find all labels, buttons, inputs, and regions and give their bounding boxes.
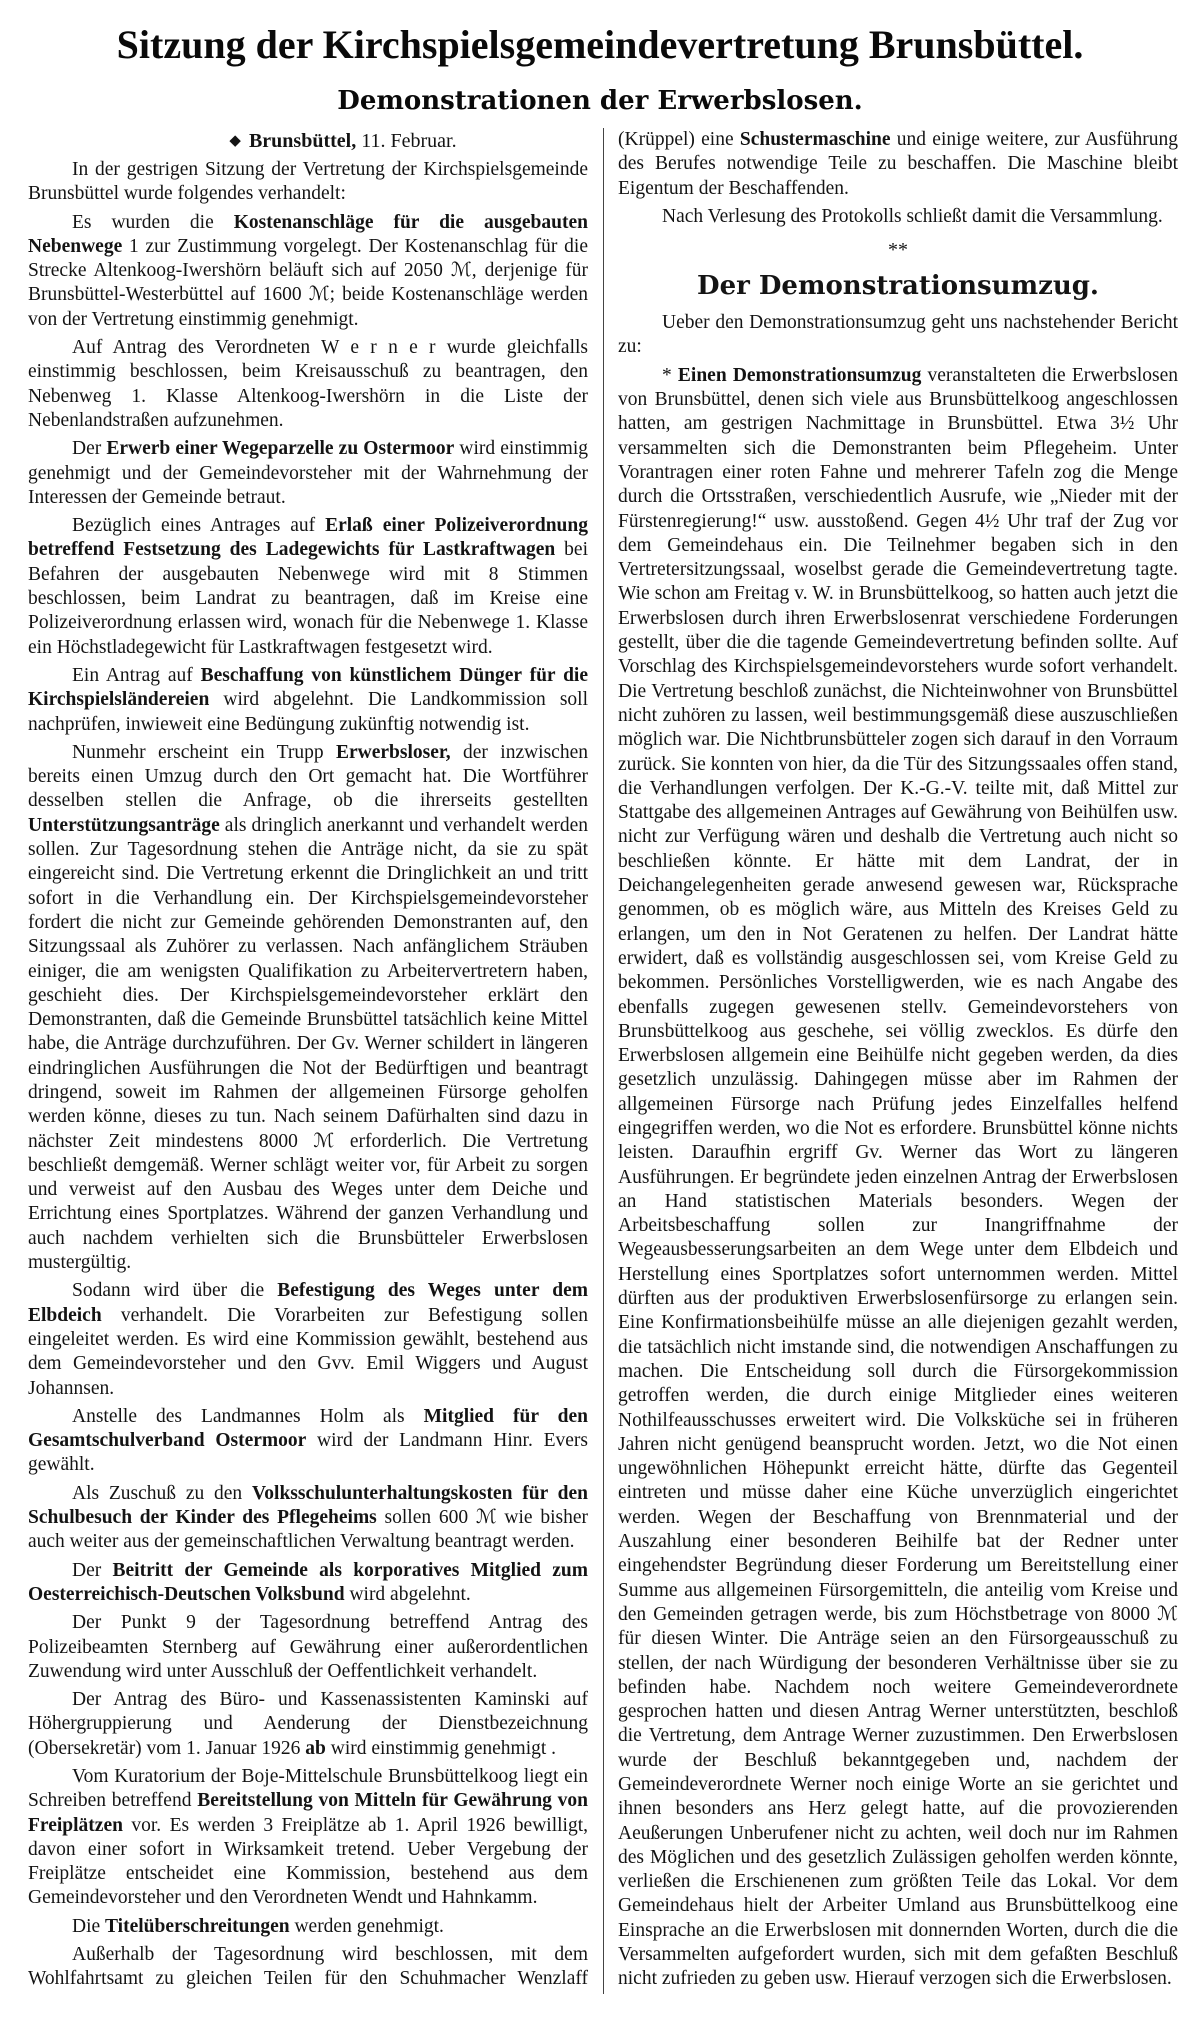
bold-text-run: Befestigung des Weges unter dem Elbdeich	[28, 1280, 588, 1326]
text-run: In der gestrigen Sitzung der Vertretung der Kirchspielsgemeinde Brunsbüttel wurde folgendes verhandelt:	[28, 159, 588, 205]
text-run: Auf Antrag des Verordneten W e r n e r wurde gleichfalls einstimmig beschlossen, beim Kreisausschuß zu beantragen, den Nebenweg 1. Klasse Altenkoog-Iwershörn in die Liste der Nebenlandstraßen aufzunehmen.	[28, 337, 588, 431]
paragraph	[28, 1765, 588, 1911]
paragraph	[28, 664, 588, 737]
text-run: Der	[72, 1559, 113, 1581]
bold-text-run: Volksschulunterhaltungskosten für den Schulbesuch der Kinder des Pflegeheims	[28, 1482, 589, 1529]
text-run: werden genehmigt.	[289, 1915, 444, 1937]
bold-text-run: Titelüberschreitungen	[105, 1915, 290, 1937]
text-run: und einige weitere, zur Ausführung des Berufes notwendige Teile zu beschaffen. Die Maschine bleibt Eigentum der Beschaffenden.	[618, 129, 1178, 199]
bold-text-run: Bereitstellung von Mitteln für Gewährung von Freiplätzen	[28, 1790, 589, 1836]
text-run: *	[662, 364, 678, 386]
text-run: wird einstimmig genehmigt und der Gemeindevorsteher mit der Wahrnehmung der Interessen der Gemeinde betraut.	[28, 438, 589, 508]
text-run: Anstelle des Landmannes Holm als	[72, 1405, 424, 1427]
subheadline: Demonstrationen der Erwerbslosen.	[337, 86, 863, 116]
paragraph	[28, 158, 588, 207]
text-run: Der Punkt 9 der Tagesordnung betreffend Antrag des Polizeibeamten Sternberg auf Gewährung einer außerordentlichen Zuwendung wird unter Ausschluß der Oeffentlichkeit verhandelt.	[28, 1612, 588, 1682]
text-run: Als Zuschuß zu den	[72, 1482, 252, 1504]
bold-text-run: Erwerbsloser,	[335, 741, 451, 763]
paragraph	[28, 437, 588, 510]
dateline-date: 11. Februar.	[361, 130, 457, 152]
demonstration-heading: Der Demonstrationsumzug.	[697, 271, 1099, 302]
text-run: wird abgelehnt. Die Landkommission soll nachprüfen, inwieweit eine Bedüngung zukünftig notwendig ist.	[28, 689, 588, 735]
paragraph	[28, 741, 588, 1276]
paragraph	[618, 364, 1178, 1992]
text-run: verhandelt. Die Vorarbeiten zur Befestigung sollen eingeleitet werden. Es wird eine Kommission gewählt, bestehend aus dem Gemeindevorsteher und den Gvv. Emil Wiggers und August Johannsen.	[28, 1304, 588, 1399]
bold-text-run: Beschaffung von künstlichem Dünger für die Kirchspielsländereien	[28, 664, 588, 711]
subheadline-container	[0, 84, 1200, 118]
bold-text-run: Erlaß einer Polizeiverordnung betreffend Festsetzung des Ladegewichts für Lastkraftwagen	[28, 515, 588, 561]
paragraph	[28, 1279, 588, 1400]
text-run: Bezüglich eines Antrages auf	[72, 515, 326, 537]
text-run: Vom Kuratorium der Boje-Mittelschule Brunsbüttelkoog liegt ein Schreiben betreffend	[28, 1766, 588, 1812]
bold-text-run: Mitglied für den Gesamtschulverband Ostermoor	[28, 1405, 588, 1452]
paragraph	[28, 1915, 588, 1939]
paragraph	[28, 1611, 588, 1684]
bold-text-run: Erwerb einer Wegeparzelle zu Ostermoor	[106, 438, 455, 460]
text-run: Außerhalb der Tagesordnung wird beschlossen, mit dem Wohlfahrtsamt zu gleichen Teilen für den Schuhmacher Wenzlaff (Krüppel) eine	[28, 129, 740, 1990]
text-run: veranstalteten die Erwerbslosen von Brunsbüttel, denen sich viele aus Brunsbüttelkoog angeschlossen hatten, am gestrigen Nachmittage in Brunsbüttel. Etwa 3½ Uhr versammelten sich die Demonstranten beim Pflegeheim. Unter Vorantragen einer roten Fahne und mehrerer Tafeln zog die Menge durch die Ortsstraßen, verschiedentlich Ausrufe, wie „Nieder mit der Fürstenregierung!“ usw. ausstoßend. Gegen 4½ Uhr traf der Zug vor dem Gemeindehaus ein. Die Teilnehmer begaben sich in den Vertretersitzungssaal, woselbst gerade die Gemeindevertretung tagte. Wie schon am Freitag v. W. in Brunsbüttelkoog, so hatten auch jetzt die Erwerbslosen durch ihren Erwerbslosenrat verschiedene Forderungen gestellt, über die die tagende Gemeindevertretung befinden sollte. Auf Vorschlag des Kirchspielsgemeindevorstehers wurde sofort verhandelt. Die Vertretung beschloß zunächst, die Nichteinwohner von Brunsbüttel nicht zuhören zu lassen, weil bestimmungsgemäß diese auszuschließen möglich war. Die Nichtbrunsbütteler zogen sich darauf in den Vorraum zurück. Sie konnten von hier, da die Tür des Sitzungssaales offen stand, die Verhandlungen verfolgen. Der K.-G.-V. teilte mit, daß Mittel zur Stattgabe des allgemeinen Antrages auf Gewährung von Beihülfen usw. nicht zur Verfügung wären und deshalb die Vertretung auch nicht so beschließen könnte. Er hätte mit dem Landrat, der in Deichangelegenheiten gerade anwesend gewesen war, Rücksprache genommen, ob es möglich wäre, aus Mitteln des Kreises Geld zu erlangen, um den in Not Geratenen zu helfen. Der Landrat hätte erwidert, daß es vollständig ausgeschlossen sei, vom Kreise Geld zu bekommen. Persönliches Vorstelligwerden, wie es nach Angabe des ebenfalls zugegen gewesenen stellv. Gemeindevorstehers von Brunsbüttelkoog aus geschehe, sei völlig zwecklos. Es dürfe den Erwerbslosen allgemein eine Beihülfe nicht gegeben werden, da dies gesetzlich unzulässig. Dahingegen müsse aber im Rahmen der allgemeinen Fürsorge nach Prüfung jedes Einzelfalles helfend eingegriffen werden, wo die Not es erfordere. Brunsbüttel könne nichts leisten. Daraufhin ergriff Gv. Werner das Wort zu längeren Ausführungen. Er begründete jeden einzelnen Antrag der Erwerbslosen an Hand statistischen Materials besonders. Wegen der Arbeitsbeschaffung sollen zur Inangriffnahme der Wegeausbesserungsarbeiten an dem Wege unter dem Elbdeich und Herstellung eines Sportplatzes sofort unternommen werden. Mittel dürften aus der produktiven Erwerbslosenfürsorge zu erlangen sein. Eine Konfirmationsbeihülfe müsse an alle diejenigen gezahlt werden, die tatsächlich nicht imstande sind, die notwendigen Anschaffungen zu machen. Die Entscheidung soll durch die Fürsorgekommission getroffen werden, die durch einige Mitglieder eines weiteren Nothilfeausschusses erweitert wird. Die Volksküche sei in früheren Jahren nicht genügend beansprucht worden. Jetzt, wo die Not einen ungewöhnlichen Höhepunkt erreicht hätte, dürfte das Gegenteil eintreten und müsse daher eine Küche unverzüglich eingerichtet werden. Wegen der Beschaffung von Brennmaterial und der Auszahlung einer besonderen Beihilfe bat der Redner unter eingehendster Begründung dieser Forderung um Bereitstellung einer Summe aus allgemeinen Fürsorgemitteln, die anteilig vom Kreise und den Gemeinden getragen werde, bis zum Höchstbetrage von 8000 ℳ für diesen Winter. Die Anträge seien an den Fürsorgeausschuß zu stellen, der nach Würdigung der besonderen Verhältnisse über sie zu befinden habe. Nachdem noch weitere Gemeindeverordnete gesprochen hatten und diesen Antrag Werner unterstützten, beschloß die Vertretung, dem Antrage Werner zuzustimmen. Den Erwerbslosen wurde der Beschluß bekanntgegeben und, nachdem der Gemeindeverordnete Werner noch einige Worte an sie gerichtet und ihnen besonders ans Herz gelegt hatte, auf die provozierenden Aeußerungen Unberufener nicht zu achten, weil doch nur im Rahmen des Möglichen und des gesetzlich Zulässigen geholfen werden könnte, verließen die Erschienenen zum größten Teile das Lokal. Vor dem Gemeindehaus hielt der Arbeiter Umland aus Brunsbüttelkoog eine Einsprache an die Erwerbslosen mit donnernden Worten, durch die die Versammelten aufgefordert wurden, sich mit dem gefaßten Beschluß nicht zufrieden zu geben usw. Hierauf verzogen sich die Erwerbslosen.	[618, 364, 1178, 1990]
paragraph	[28, 1405, 588, 1478]
text-run: der inzwischen bereits einen Umzug durch den Ort gemacht hat. Die Wortführer desselben stellen die Anfrage, ob die ihrerseits gestellten	[28, 741, 588, 812]
headline-container	[15, 14, 1185, 76]
text-run: Die	[72, 1915, 106, 1937]
paragraph	[618, 311, 1178, 360]
text-run: sollen 600 ℳ wie bisher auch weiter aus der gemeinschaftlichen Verwaltung beantragt werden.	[28, 1507, 588, 1553]
paragraph	[28, 514, 588, 660]
text-run: Der Antrag des Büro- und Kassenassistenten Kaminski auf Höhergruppierung und Aenderung der Dienstbezeichnung (Obersekretär) vom 1. Januar 1926	[28, 1689, 588, 1759]
text-run: Ein Antrag auf	[72, 664, 201, 686]
text-run: Nunmehr erscheint ein Trupp	[72, 741, 336, 763]
dateline	[98, 128, 588, 154]
paragraph	[28, 336, 588, 433]
bold-text-run: Unterstützungsanträge	[28, 814, 220, 836]
text-run: bei Befahren der ausgebauten Nebenwege wird mit 8 Stimmen beschlossen, beim Landrat zu beantragen, daß im Kreise eine Polizeiverordnung erlassen wird, wonach für die Nebenwege 1. Klasse ein Höchstladegewicht für Lastkraftwagen festgesetzt wird.	[28, 539, 588, 658]
text-run: wird der Landmann Hinr. Evers gewählt.	[28, 1430, 588, 1476]
text-run: vor. Es werden 3 Freiplätze ab 1. April 1926 bewilligt, davon einer sofort in Wirksamkeit tretend. Ueber Vergebung der Freiplätze entscheidet eine Kommission, bestehend aus dem Gemeindevorsteher und den Verordneten Wendt und Hahnkamm.	[28, 1814, 588, 1909]
bold-text-run: Beitritt der Gemeinde als korporatives Mitglied zum Oesterreichisch-Deutschen Volksbund	[28, 1559, 589, 1605]
bold-text-run: Kostenanschläge für die ausgebauten Nebenwege	[28, 211, 588, 257]
text-run: Ueber den Demonstrationsumzug geht uns nachstehender Bericht zu:	[618, 312, 1178, 358]
paragraph	[28, 211, 588, 332]
paragraph	[618, 205, 1178, 229]
text-run: Es wurden die	[72, 211, 234, 233]
text-run: als dringlich anerkannt und verhandelt werden sollen. Zur Tagesordnung stehen die Anträge nicht, da sie zu spät eingereicht sind. Die Vertretung erkennt die Dringlichkeit an und tritt sofort in die Verhandlung ein. Der Kirchspielsgemeindevorsteher fordert die nicht zur Gemeinde gehörenden Demonstranten auf, den Sitzungssaal als Zuhörer zu verlassen. Nach anfänglichem Sträuben einiger, die am wenigsten Qualifikation zu Arbeitervertretern haben, geschieht dies. Der Kirchspielsgemeindevorsteher erklärt den Demonstranten, daß die Gemeinde Brunsbüttel tatsächlich keine Mittel habe, die Anträge durchzuführen. Der Gv. Werner schildert in längeren eindringlichen Ausführungen die Not der Bedürftigen und beantragt dringend, soweit im Rahmen der allgemeinen Fürsorge geholfen werden könne, dieses zu tun. Nach seinem Dafürhalten sind dazu in nächster Zeit mindestens 8000 ℳ erforderlich. Die Vertretung beschließt demgemäß. Werner schlägt weiter vor, für Arbeit zu sorgen und verweist auf den Ausbau des Weges unter dem Deiche und Errichtung eines Sportplatzes. Während der ganzen Verhandlung und auch nachdem verhielten sich die Brunsbütteler Erwerbslosen mustergültig.	[28, 814, 588, 1274]
text-run: 1 zur Zustimmung vorgelegt. Der Kostenanschlag für die Strecke Altenkoog-Iwershörn beläuft sich auf 2050 ℳ, derjenige für Brunsbüttel-Westerbüttel auf 1600 ℳ; beide Kostenanschläge werden von der Vertretung einstimmig genehmigt.	[28, 235, 588, 330]
diamond-arrow-icon: ◆	[229, 133, 241, 149]
demonstration-article	[618, 311, 1178, 1991]
article-columns	[28, 128, 1178, 1994]
section-separator: **	[888, 239, 908, 262]
bold-text-run: ab	[305, 1737, 326, 1759]
paragraph	[28, 1482, 588, 1555]
dateline-place: Brunsbüttel,	[248, 130, 357, 152]
text-run: Der	[72, 438, 107, 460]
paragraph	[28, 1688, 588, 1761]
text-run: Nach Verlesung des Protokolls schließt damit die Versammlung.	[662, 205, 1163, 227]
text-run: wird einstimmig genehmigt .	[325, 1737, 557, 1759]
text-run: Sodann wird über die	[72, 1280, 278, 1302]
text-run: wird abgelehnt.	[344, 1583, 471, 1605]
bold-text-run: Schustermaschine	[739, 129, 891, 150]
headline: Sitzung der Kirchspielsgemeindevertretung Brunsbüttel.	[116, 22, 1084, 67]
paragraph	[28, 1559, 588, 1608]
bold-text-run: Einen Demonstrationsumzug	[677, 364, 922, 386]
